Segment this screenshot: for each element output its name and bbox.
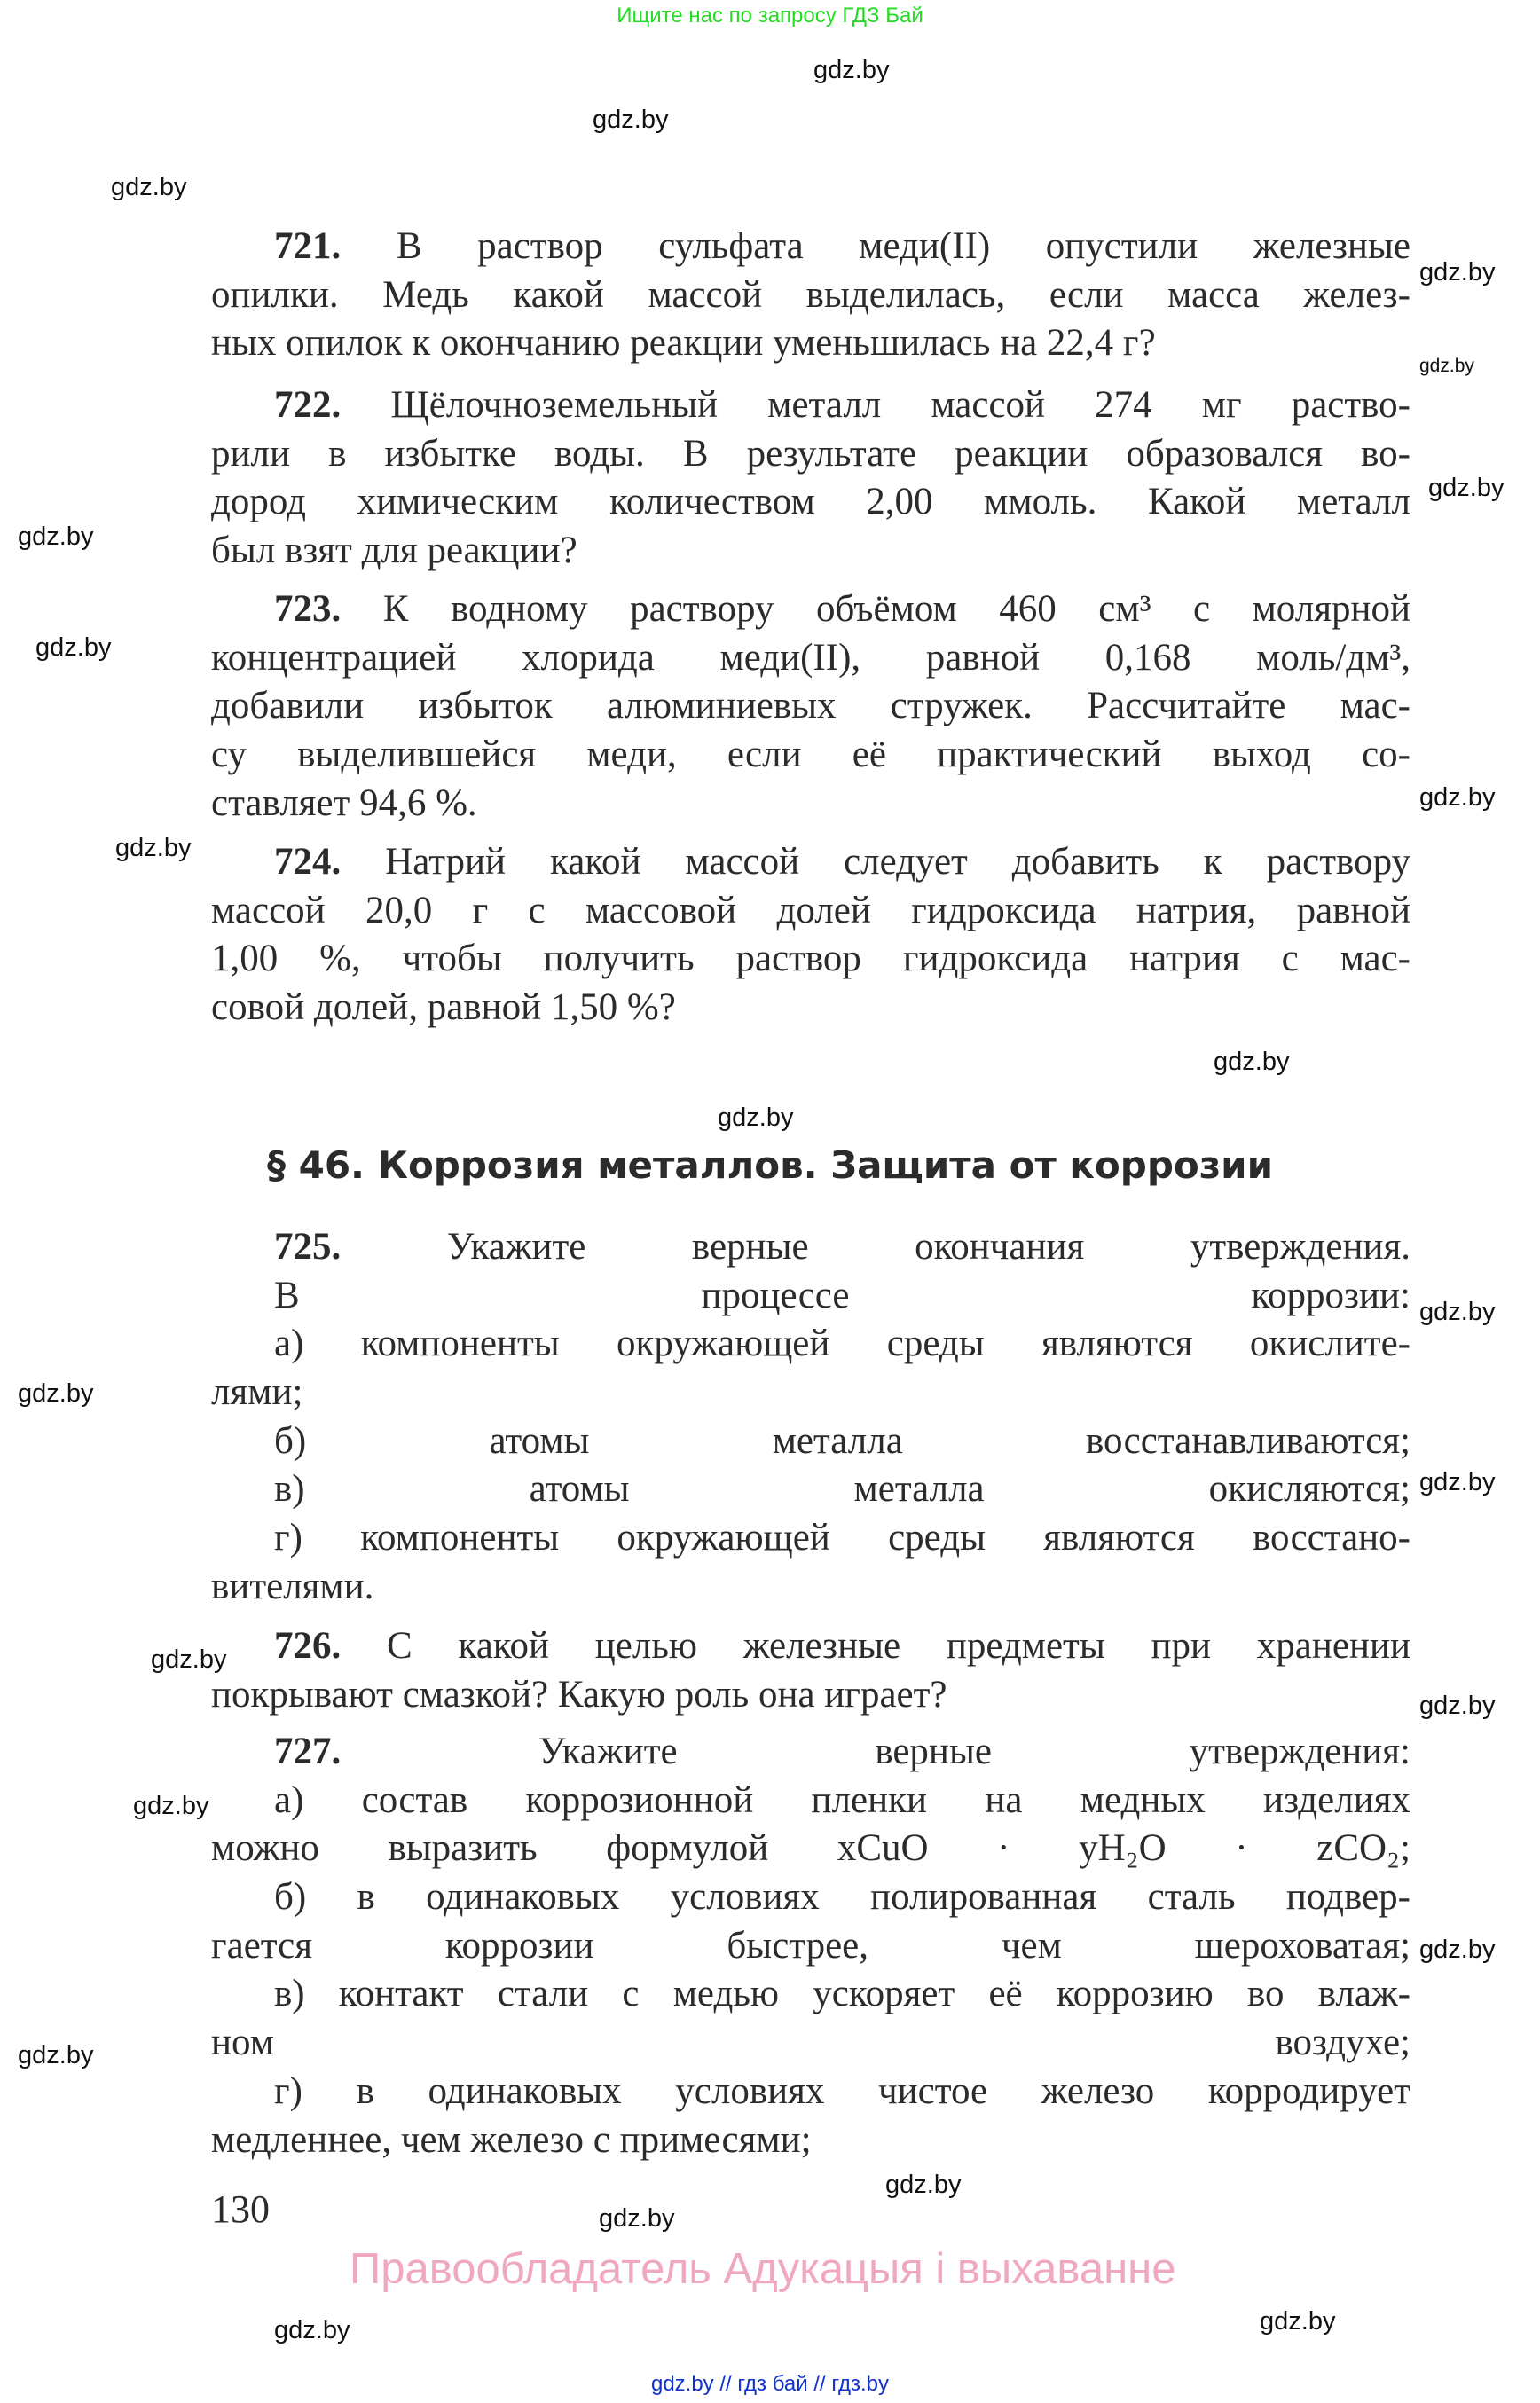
copyright-notice: Правообладатель Адукацыя і выхаванне	[350, 2245, 1176, 2293]
problem-text: в) атомы металла окисляются;	[274, 1468, 1410, 1511]
problem-line	[211, 984, 1410, 1033]
watermark: gdz.by	[1419, 356, 1474, 376]
problem-line	[211, 838, 1410, 887]
problem-line	[211, 1922, 1410, 1971]
problem-line	[211, 1622, 1410, 1671]
problem-text: б) атомы металла восстанавливаются;	[274, 1419, 1410, 1462]
problem-text: массой 20,0 г с массовой долей гидроксида натрия, равной	[211, 889, 1410, 931]
problem-number: 722.	[274, 384, 342, 426]
watermark: gdz.by	[115, 834, 192, 862]
page-number: 130	[211, 2187, 270, 2231]
problem-line	[211, 2116, 1410, 2165]
problem-line	[211, 1970, 1410, 2019]
watermark: gdz.by	[813, 56, 890, 84]
problem-line	[211, 935, 1410, 984]
watermark: gdz.by	[35, 633, 112, 662]
problem-text: можно выразить формулой xCuO · yH₂O · zCO₂;	[211, 1827, 1410, 1870]
watermark: gdz.by	[1419, 1468, 1496, 1496]
problem-text: б) в одинаковых условиях полированная сталь подвер-	[274, 1876, 1410, 1919]
problem-text: вителями.	[211, 1565, 374, 1607]
watermark: gdz.by	[1419, 258, 1496, 287]
problem-text: В процессе коррозии:	[274, 1274, 1410, 1316]
problem-text: В раствор сульфата меди(II) опустили железные	[396, 225, 1411, 267]
watermark: gdz.by	[18, 2041, 94, 2069]
problem-722	[211, 381, 1410, 576]
problem-line	[211, 319, 1410, 368]
problem-line	[211, 1563, 1410, 1612]
problem-line	[211, 478, 1410, 527]
section-heading: § 46. Коррозия металлов. Защита от коррозии	[266, 1143, 1274, 1187]
problem-text: а) компоненты окружающей среды являются окислите-	[274, 1323, 1410, 1365]
problem-number: 725.	[274, 1226, 342, 1268]
problem-line	[211, 887, 1410, 936]
problem-text: г) компоненты окружающей среды являются восстано-	[274, 1517, 1410, 1559]
problem-text: су выделившейся меди, если её практический выход со-	[211, 734, 1410, 776]
problem-text: концентрацией хлорида меди(II), равной 0,168 моль/дм³,	[211, 636, 1410, 679]
problem-text: был взят для реакции?	[211, 530, 578, 572]
problem-line	[211, 1320, 1410, 1369]
problem-725	[211, 1223, 1410, 1612]
watermark: gdz.by	[599, 2204, 675, 2233]
problem-723	[211, 585, 1410, 828]
bottom-banner: gdz.by // гдз бай // гдз.by	[650, 2372, 890, 2396]
problem-text: медленнее, чем железо с примесями;	[211, 2118, 812, 2161]
problem-text: 1,00 %, чтобы получить раствор гидроксида натрия с мас-	[211, 938, 1410, 980]
problem-line	[211, 1671, 1410, 1720]
problem-text: покрывают смазкой? Какую роль она играет?	[211, 1673, 947, 1716]
problem-text: опилки. Медь какой массой выделилась, если масса желез-	[211, 273, 1410, 316]
watermark: gdz.by	[1214, 1048, 1290, 1076]
watermark: gdz.by	[1419, 1936, 1496, 1964]
watermark: gdz.by	[274, 2316, 350, 2344]
problem-line	[211, 271, 1410, 320]
problem-line	[211, 1465, 1410, 1514]
problem-line	[211, 1514, 1410, 1563]
problem-line	[211, 634, 1410, 683]
problem-line	[211, 527, 1410, 576]
problem-text: ставляет 94,6 %.	[211, 781, 477, 824]
problem-text: г) в одинаковых условиях чистое железо корродирует	[274, 2069, 1410, 2112]
problem-726	[211, 1622, 1410, 1719]
problem-text: рили в избытке воды. В результате реакции образовался во-	[211, 432, 1410, 475]
watermark: gdz.by	[718, 1103, 794, 1132]
problem-text: С какой целью железные предметы при хранении	[387, 1625, 1410, 1667]
problem-text: ных опилок к окончанию реакции уменьшилась на 22,4 г?	[211, 322, 1156, 365]
watermark: gdz.by	[133, 1792, 209, 1820]
watermark: gdz.by	[1260, 2307, 1336, 2336]
watermark: gdz.by	[593, 106, 669, 134]
problem-text: Натрий какой массой следует добавить к раствору	[385, 841, 1410, 883]
problem-number: 721.	[274, 225, 342, 267]
problem-text: К водному раствору объёмом 460 см³ с молярной	[382, 588, 1411, 630]
problem-line	[211, 780, 1410, 828]
watermark: gdz.by	[1419, 1692, 1496, 1720]
problem-line	[211, 381, 1410, 430]
problem-text: ном воздухе;	[211, 2022, 1410, 2064]
problem-line	[211, 731, 1410, 780]
problem-line	[211, 2019, 1410, 2068]
problem-text: лями;	[211, 1371, 303, 1414]
problem-text: Укажите верные окончания утверждения.	[446, 1226, 1411, 1268]
watermark: gdz.by	[885, 2171, 962, 2199]
problem-text: Щёлочноземельный металл массой 274 мг раство-	[390, 384, 1410, 426]
top-banner: Ищите нас по запросу ГДЗ Бай	[617, 4, 923, 27]
problem-text: дород химическим количеством 2,00 ммоль. Какой металл	[211, 481, 1410, 523]
problem-text: добавили избыток алюминиевых стружек. Рассчитайте мас-	[211, 685, 1410, 727]
problem-line	[211, 1417, 1410, 1466]
problem-line	[211, 1272, 1410, 1321]
problem-text: совой долей, равной 1,50 %?	[211, 986, 676, 1029]
problem-text: в) контакт стали с медью ускоряет её коррозию во влаж-	[274, 1973, 1410, 2015]
problem-number: 727.	[274, 1731, 342, 1772]
watermark: gdz.by	[151, 1645, 227, 1674]
problem-721	[211, 223, 1410, 368]
problem-line	[211, 1777, 1410, 1826]
problem-line	[211, 1825, 1410, 1873]
problem-text: а) состав коррозионной пленки на медных изделиях	[274, 1779, 1410, 1821]
watermark: gdz.by	[18, 522, 94, 551]
problem-number: 724.	[274, 841, 342, 883]
watermark: gdz.by	[111, 173, 187, 201]
problem-line	[211, 1873, 1410, 1922]
watermark: gdz.by	[1428, 474, 1505, 502]
problem-line	[211, 1223, 1410, 1272]
watermark: gdz.by	[1419, 783, 1496, 812]
problem-line	[211, 2068, 1410, 2116]
problem-line	[211, 1369, 1410, 1417]
problem-line	[211, 1728, 1410, 1777]
problem-number: 723.	[274, 588, 342, 630]
problem-727	[211, 1728, 1410, 2164]
problem-number: 726.	[274, 1625, 342, 1667]
problem-text: Укажите верные утверждения:	[538, 1731, 1410, 1772]
problem-line	[211, 682, 1410, 731]
problem-line	[211, 223, 1410, 271]
problem-text: гается коррозии быстрее, чем шероховатая;	[211, 1924, 1410, 1967]
watermark: gdz.by	[1419, 1298, 1496, 1326]
problem-724	[211, 838, 1410, 1033]
watermark: gdz.by	[18, 1379, 94, 1408]
problem-line	[211, 430, 1410, 479]
problem-line	[211, 585, 1410, 634]
